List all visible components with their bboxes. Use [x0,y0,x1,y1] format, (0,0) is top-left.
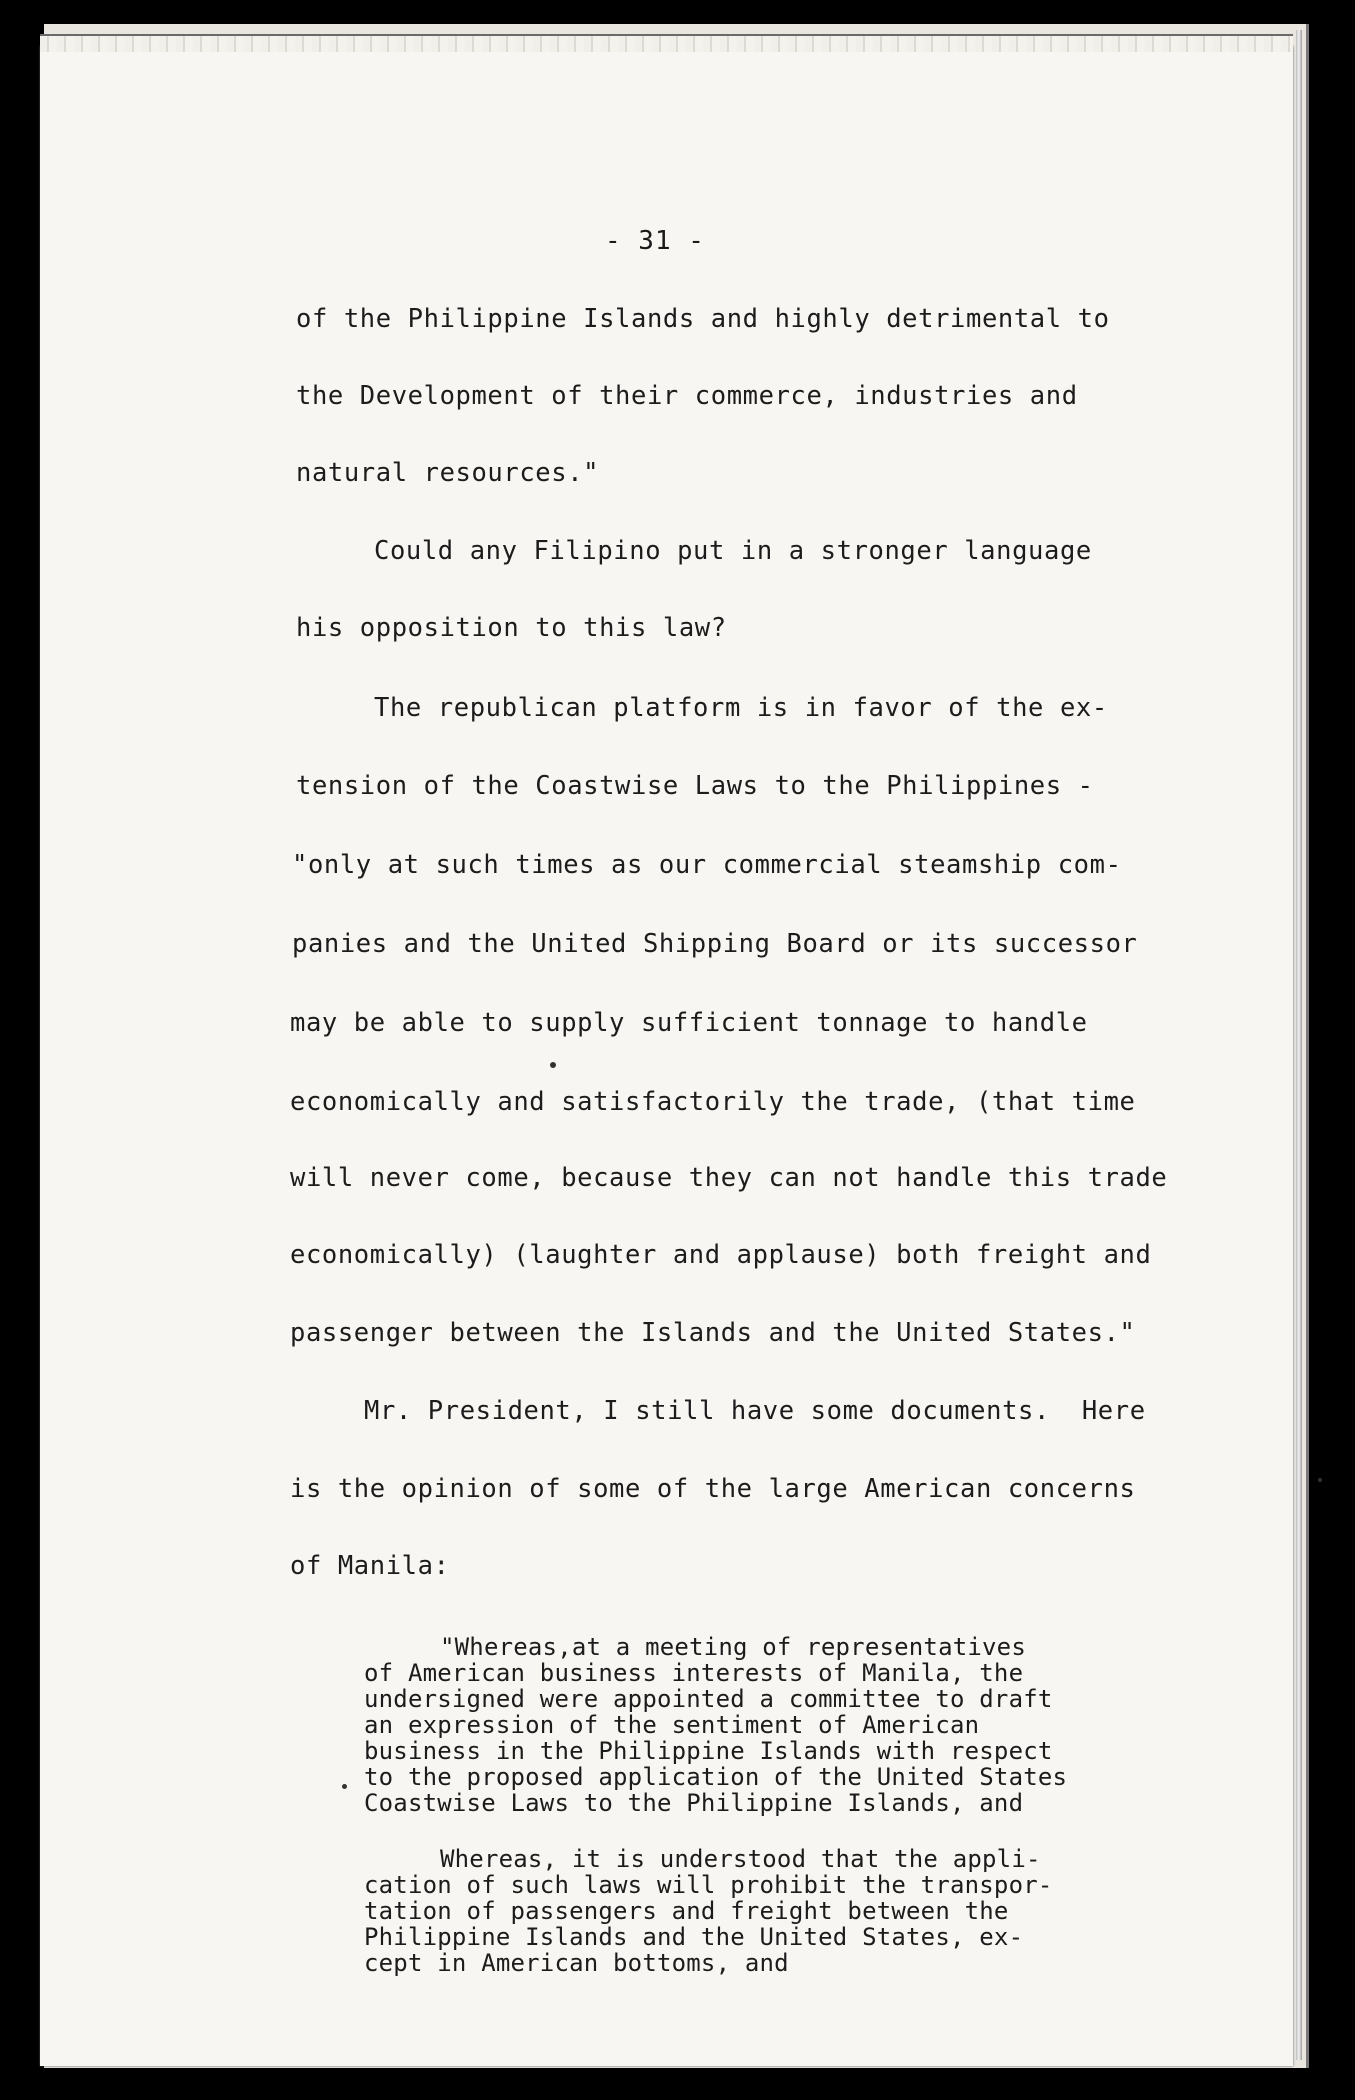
sheet-edge [1296,30,1302,2060]
quote-line: "Whereas,at a meeting of representatives [440,1633,1026,1661]
body-line: natural resources." [296,458,600,488]
ink-speck [1318,1478,1322,1482]
quote-line: Coastwise Laws to the Philippine Islands, and [364,1789,1024,1817]
page-number: - 31 - [605,226,705,256]
body-line: the Development of their commerce, industries and [296,381,1078,411]
body-line: Could any Filipino put in a stronger language [374,536,1092,566]
body-line: passenger between the Islands and the United States." [290,1318,1136,1348]
body-line: tension of the Coastwise Laws to the Philippines - [296,771,1094,801]
ink-speck [550,1062,556,1068]
quote-line: Philippine Islands and the United States, ex- [364,1923,1024,1951]
body-line: of Manila: [290,1551,450,1581]
quote-line: cept in American bottoms, and [364,1949,789,1977]
body-line: economically) (laughter and applause) both freight and [290,1240,1152,1270]
quote-line: tation of passengers and freight between the [364,1897,1009,1925]
body-line: panies and the United Shipping Board or its successor [292,929,1138,959]
quote-line: undersigned were appointed a committee to draft [364,1685,1053,1713]
quote-line: cation of such laws will prohibit the transpor- [364,1871,1053,1899]
quote-line: Whereas, it is understood that the appli- [440,1845,1041,1873]
quote-line: business in the Philippine Islands with respect [364,1737,1053,1765]
body-line: may be able to supply sufficient tonnage to handle [290,1008,1088,1038]
quote-line: to the proposed application of the United States [364,1763,1068,1791]
body-line: his opposition to this law? [296,613,727,643]
quote-line: an expression of the sentiment of American [364,1711,980,1739]
body-line: Mr. President, I still have some documents. Here [364,1396,1146,1426]
page-top-edge [40,34,1293,52]
body-line: economically and satisfactorily the trade, (that time [290,1087,1136,1117]
body-line: of the Philippine Islands and highly detrimental to [296,304,1110,334]
quote-line: of American business interests of Manila, the [364,1659,1024,1687]
body-line: "only at such times as our commercial steamship com- [292,850,1122,880]
ink-speck [342,1784,347,1789]
body-line: is the opinion of some of the large American concerns [290,1474,1136,1504]
body-line: The republican platform is in favor of the ex- [374,693,1108,723]
body-line: will never come, because they can not handle this trade [290,1163,1168,1193]
